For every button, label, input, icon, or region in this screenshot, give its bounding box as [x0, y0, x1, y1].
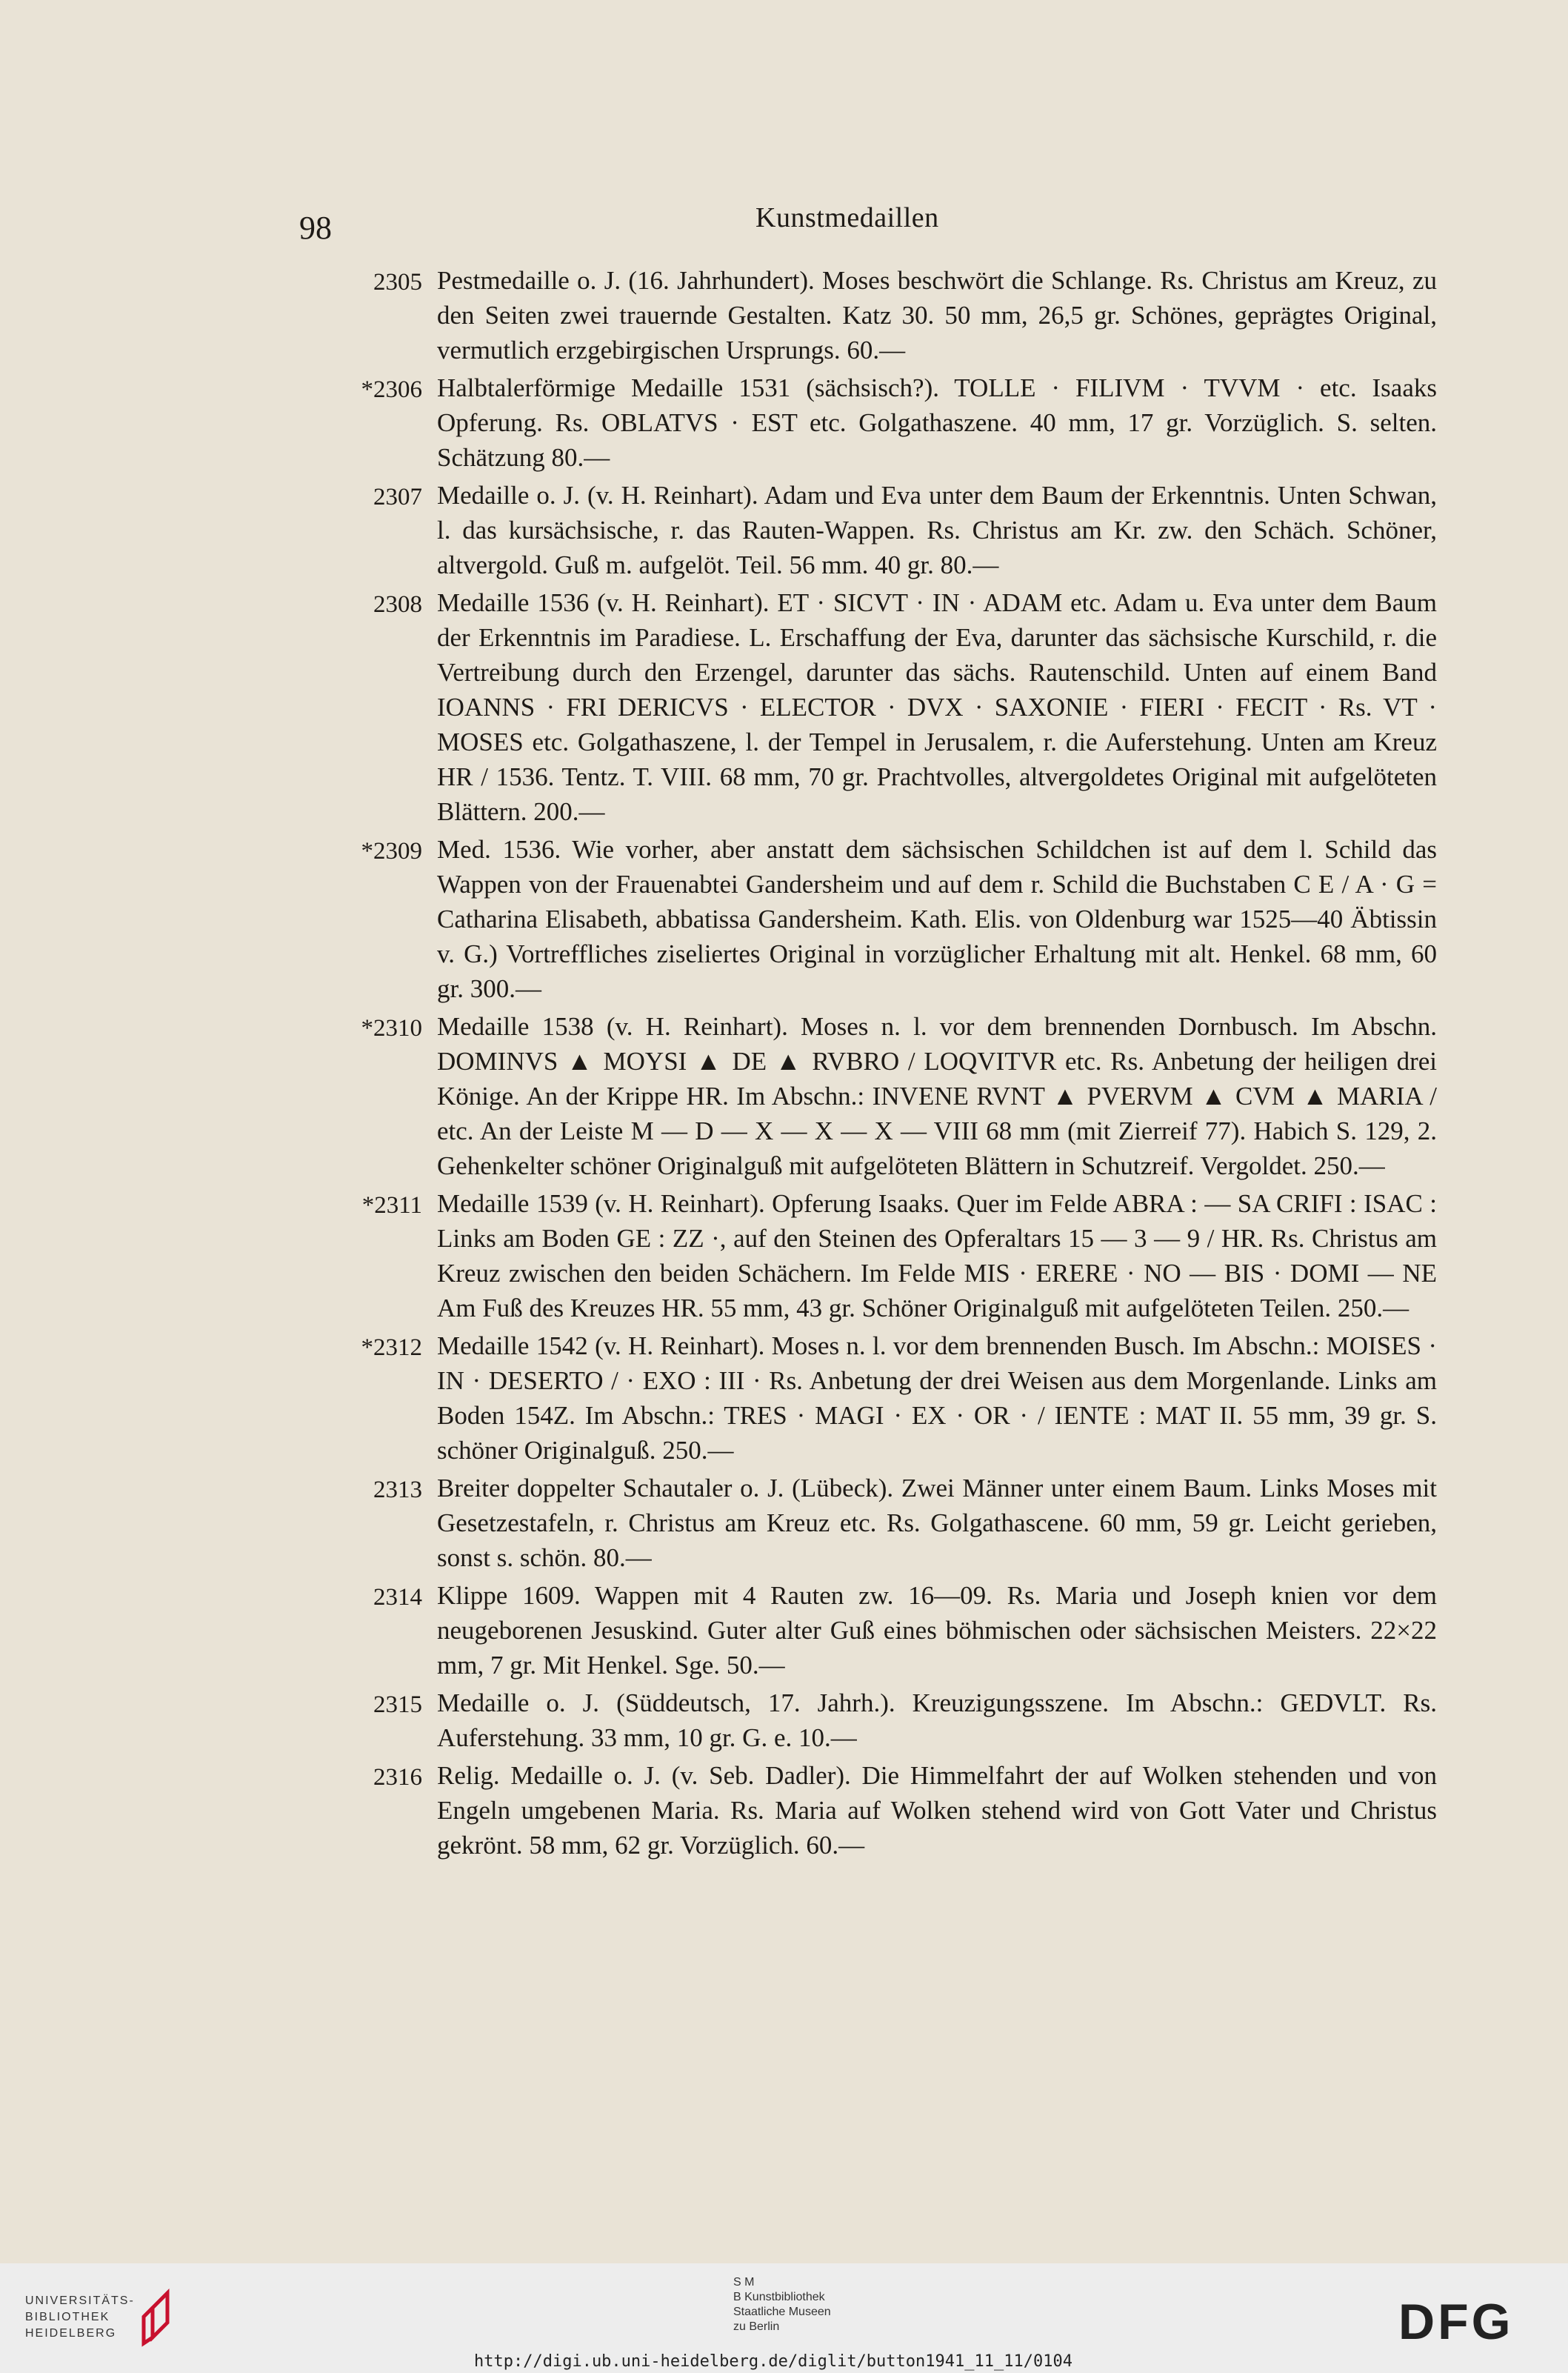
catalog-entry: [326, 370, 1437, 475]
logo-line: HEIDELBERG: [25, 2327, 117, 2340]
entry-number: 2316: [373, 1764, 422, 1791]
entry-description: Med. 1536. Wie vorher, aber anstatt dem sächsischen Schildchen ist auf dem l. Schild das Wappen von der Frauenabtei Gandersheim und auf dem r. Schild die Buchstaben C E / A · G = Catharina Elisabeth, abbatissa Gandersheim. Kath. Elis. von Oldenburg war 1525—40 Äbtissin v. G.) Vortreffliches ziseliertes Original in vorzüglicher Erhaltung mit alt. Henkel. 68 mm, 60 gr.: [437, 835, 1437, 1003]
entry-text: [437, 1578, 1437, 1683]
entry-price: Schätzung 80.—: [437, 443, 610, 472]
entry-description: Medaille 1536 (v. H. Reinhart). ET · SICVT · IN · ADAM etc. Adam u. Eva unter dem Baum der Erkenntnis im Paradiese. L. Erschaffung der Eva, darunter das sächsische Kurschild, r. die Vertreibung durch den Erzengel, darunter das sächs. Rautenschild. Unten auf einem Band IOANNS · FRI DERICVS · ELECTOR · DVX · SAXONIE · FIERI · FECIT · Rs. VT · MOSES etc. Golgathaszene, l. der Tempel in Jerusalem, r. die Auferstehung. Unten am Kreuz HR / 1536. Tentz. T. VIII. 68 mm, 70 gr. Prachtvolles, altvergoldetes Original mit aufgelöteten Blättern.: [437, 588, 1437, 826]
page-number: 98: [299, 210, 332, 246]
catalog-entry: [326, 478, 1437, 582]
entry-list: [326, 263, 1437, 1866]
digitization-footer: [0, 2263, 1568, 2373]
entry-number: 2314: [373, 1584, 422, 1611]
entry-text: [437, 1471, 1437, 1575]
entry-price: 250.—: [1337, 1294, 1409, 1322]
logo-line: BIBLIOTHEK: [25, 2311, 110, 2323]
entry-price: 80.—: [940, 550, 999, 579]
entry-text: [437, 1186, 1437, 1325]
entry-number: 2307: [373, 484, 422, 510]
entry-number: *2311: [361, 1192, 422, 1219]
entry-text: [437, 832, 1437, 1006]
catalog-entry: [326, 1328, 1437, 1468]
entry-price: 10.—: [798, 1723, 857, 1752]
entry-text: [437, 1685, 1437, 1755]
smb-kunstbibliothek-logo[interactable]: [733, 2275, 831, 2334]
entry-text: [437, 478, 1437, 582]
entry-description: Klippe 1609. Wappen mit 4 Rauten zw. 16—09. Rs. Maria und Joseph knien vor dem neugeborenen Jesuskind. Guter alter Guß eines böhmischen oder sächsischen Meisters. 22×22 mm, 7 gr. Mit Henkel. Sge.: [437, 1581, 1437, 1680]
entry-number: *2310: [361, 1015, 422, 1042]
entry-text: [437, 585, 1437, 829]
catalog-entry: [326, 1578, 1437, 1683]
entry-description: Medaille 1539 (v. H. Reinhart). Opferung Isaaks. Quer im Felde ABRA : — SA CRIFI : ISAC : Links am Boden GE : ZZ ·, auf den Steinen des Opferaltars 15 — 3 — 9 / HR. Rs. Christus am Kreuz zwischen den beiden Schächern. Im Felde MIS · ERERE · NO — BIS · DOMI — NE Am Fuß des Kreuzes HR. 55 mm, 43 gr. Schöner Originalguß mit aufgelöteten Teilen.: [437, 1189, 1437, 1322]
catalog-entry: [326, 1758, 1437, 1863]
entry-price: 80.—: [593, 1543, 652, 1572]
dfg-logo[interactable]: DFG: [1398, 2294, 1514, 2350]
logo-line: zu Berlin: [733, 2320, 780, 2333]
catalog-entry: [326, 1186, 1437, 1325]
entry-description: Breiter doppelter Schautaler o. J. (Lübeck). Zwei Männer unter einem Baum. Links Moses mit Gesetzestafeln, r. Christus am Kreuz etc. Rs. Golgathascene. 60 mm, 59 gr. Leicht gerieben, sonst s. schön.: [437, 1474, 1437, 1572]
entry-price: 250.—: [1313, 1151, 1385, 1180]
entry-price: 50.—: [726, 1651, 785, 1680]
catalog-entry: [326, 1009, 1437, 1183]
entry-description: Medaille o. J. (v. H. Reinhart). Adam und Eva unter dem Baum der Erkenntnis. Unten Schwan, l. das kursächsische, r. das Rauten-Wappen. Rs. Christus am Kr. zw. den Schäch. Schöner, altvergold. Guß m. aufgelöt. Teil. 56 mm. 40 gr.: [437, 481, 1437, 579]
entry-text: [437, 1009, 1437, 1183]
entry-number: 2305: [373, 269, 422, 296]
running-head: Kunstmedaillen: [755, 202, 939, 233]
entry-description: Relig. Medaille o. J. (v. Seb. Dadler). Die Himmelfahrt der auf Wolken stehenden und von Engeln umgebenen Maria. Rs. Maria auf Wolken stehend wird von Gott Vater und Christus gekrönt. 58 mm, 62 gr. Vorzüglich.: [437, 1761, 1437, 1860]
entry-price: 60.—: [847, 336, 906, 365]
entry-number: *2306: [361, 376, 422, 403]
entry-description: Pestmedaille o. J. (16. Jahrhundert). Moses beschwört die Schlange. Rs. Christus am Kreuz, zu den Seiten zwei trauernde Gestalten. Katz 30. 50 mm, 26,5 gr. Schönes, geprägtes Original, vermutlich erzgebirgischen Ursprungs.: [437, 266, 1437, 365]
entry-number: 2313: [373, 1477, 422, 1503]
entry-number: *2309: [361, 838, 422, 865]
catalog-entry: [326, 1471, 1437, 1575]
entry-text: [437, 1328, 1437, 1468]
entry-price: 60.—: [806, 1831, 865, 1860]
catalog-entry: [326, 1685, 1437, 1755]
logo-line: Staatliche Museen: [733, 2306, 831, 2318]
entry-text: [437, 370, 1437, 475]
heidelberg-library-logo[interactable]: [25, 2293, 135, 2342]
logo-line: S M: [733, 2276, 755, 2289]
entry-price: 300.—: [470, 974, 541, 1003]
entry-number: *2312: [361, 1334, 422, 1361]
entry-number: 2308: [373, 591, 422, 618]
entry-price: 250.—: [662, 1436, 734, 1465]
logo-line: B Kunstbibliothek: [733, 2291, 825, 2303]
entry-description: Halbtalerförmige Medaille 1531 (sächsisch?). TOLLE · FILIVM · TVVM · etc. Isaaks Opferung. Rs. OBLATVS · EST etc. Golgathaszene. 40 mm, 17 gr. Vorzüglich. S. selten.: [437, 373, 1437, 437]
entry-description: Medaille 1542 (v. H. Reinhart). Moses n. l. vor dem brennenden Busch. Im Abschn.: MOISES · IN · DESERTO / · EXO : III · Rs. Anbetung der drei Weisen aus dem Morgenlande. Links am Boden 154Z. Im Abschn.: TRES · MAGI · EX · OR · / IENTE : MAT II. 55 mm, 39 gr. S. schöner Originalguß.: [437, 1331, 1437, 1465]
entry-number: 2315: [373, 1691, 422, 1718]
entry-price: 200.—: [533, 797, 605, 826]
entry-description: Medaille 1538 (v. H. Reinhart). Moses n. l. vor dem brennenden Dornbusch. Im Abschn. DOMINVS ▲ MOYSI ▲ DE ▲ RVBRO / LOQVITVR etc. Rs. Anbetung der heiligen drei Könige. An der Krippe HR. Im Abschn.: INVENE RVNT ▲ PVERVM ▲ CVM ▲ MARIA / etc. An der Leiste M — D — X — X — X — VIII 68 mm (mit Zierreif 77). Habich S. 129, 2. Gehenkelter schöner Originalguß mit aufgelöteten Blättern in Schutzreif. Vergoldet.: [437, 1012, 1437, 1180]
catalog-entry: [326, 585, 1437, 829]
catalog-entry: [326, 832, 1437, 1006]
logo-line: UNIVERSITÄTS-: [25, 2294, 135, 2307]
entry-text: [437, 263, 1437, 367]
catalog-entry: [326, 263, 1437, 367]
entry-text: [437, 1758, 1437, 1863]
library-mark-icon: [138, 2289, 182, 2348]
entry-description: Medaille o. J. (Süddeutsch, 17. Jahrh.). Kreuzigungsszene. Im Abschn.: GEDVLT. Rs. Auferstehung. 33 mm, 10 gr. G. e.: [437, 1688, 1437, 1752]
source-url-link[interactable]: http://digi.ub.uni-heidelberg.de/diglit/button1941_11_11/0104: [474, 2352, 1072, 2371]
